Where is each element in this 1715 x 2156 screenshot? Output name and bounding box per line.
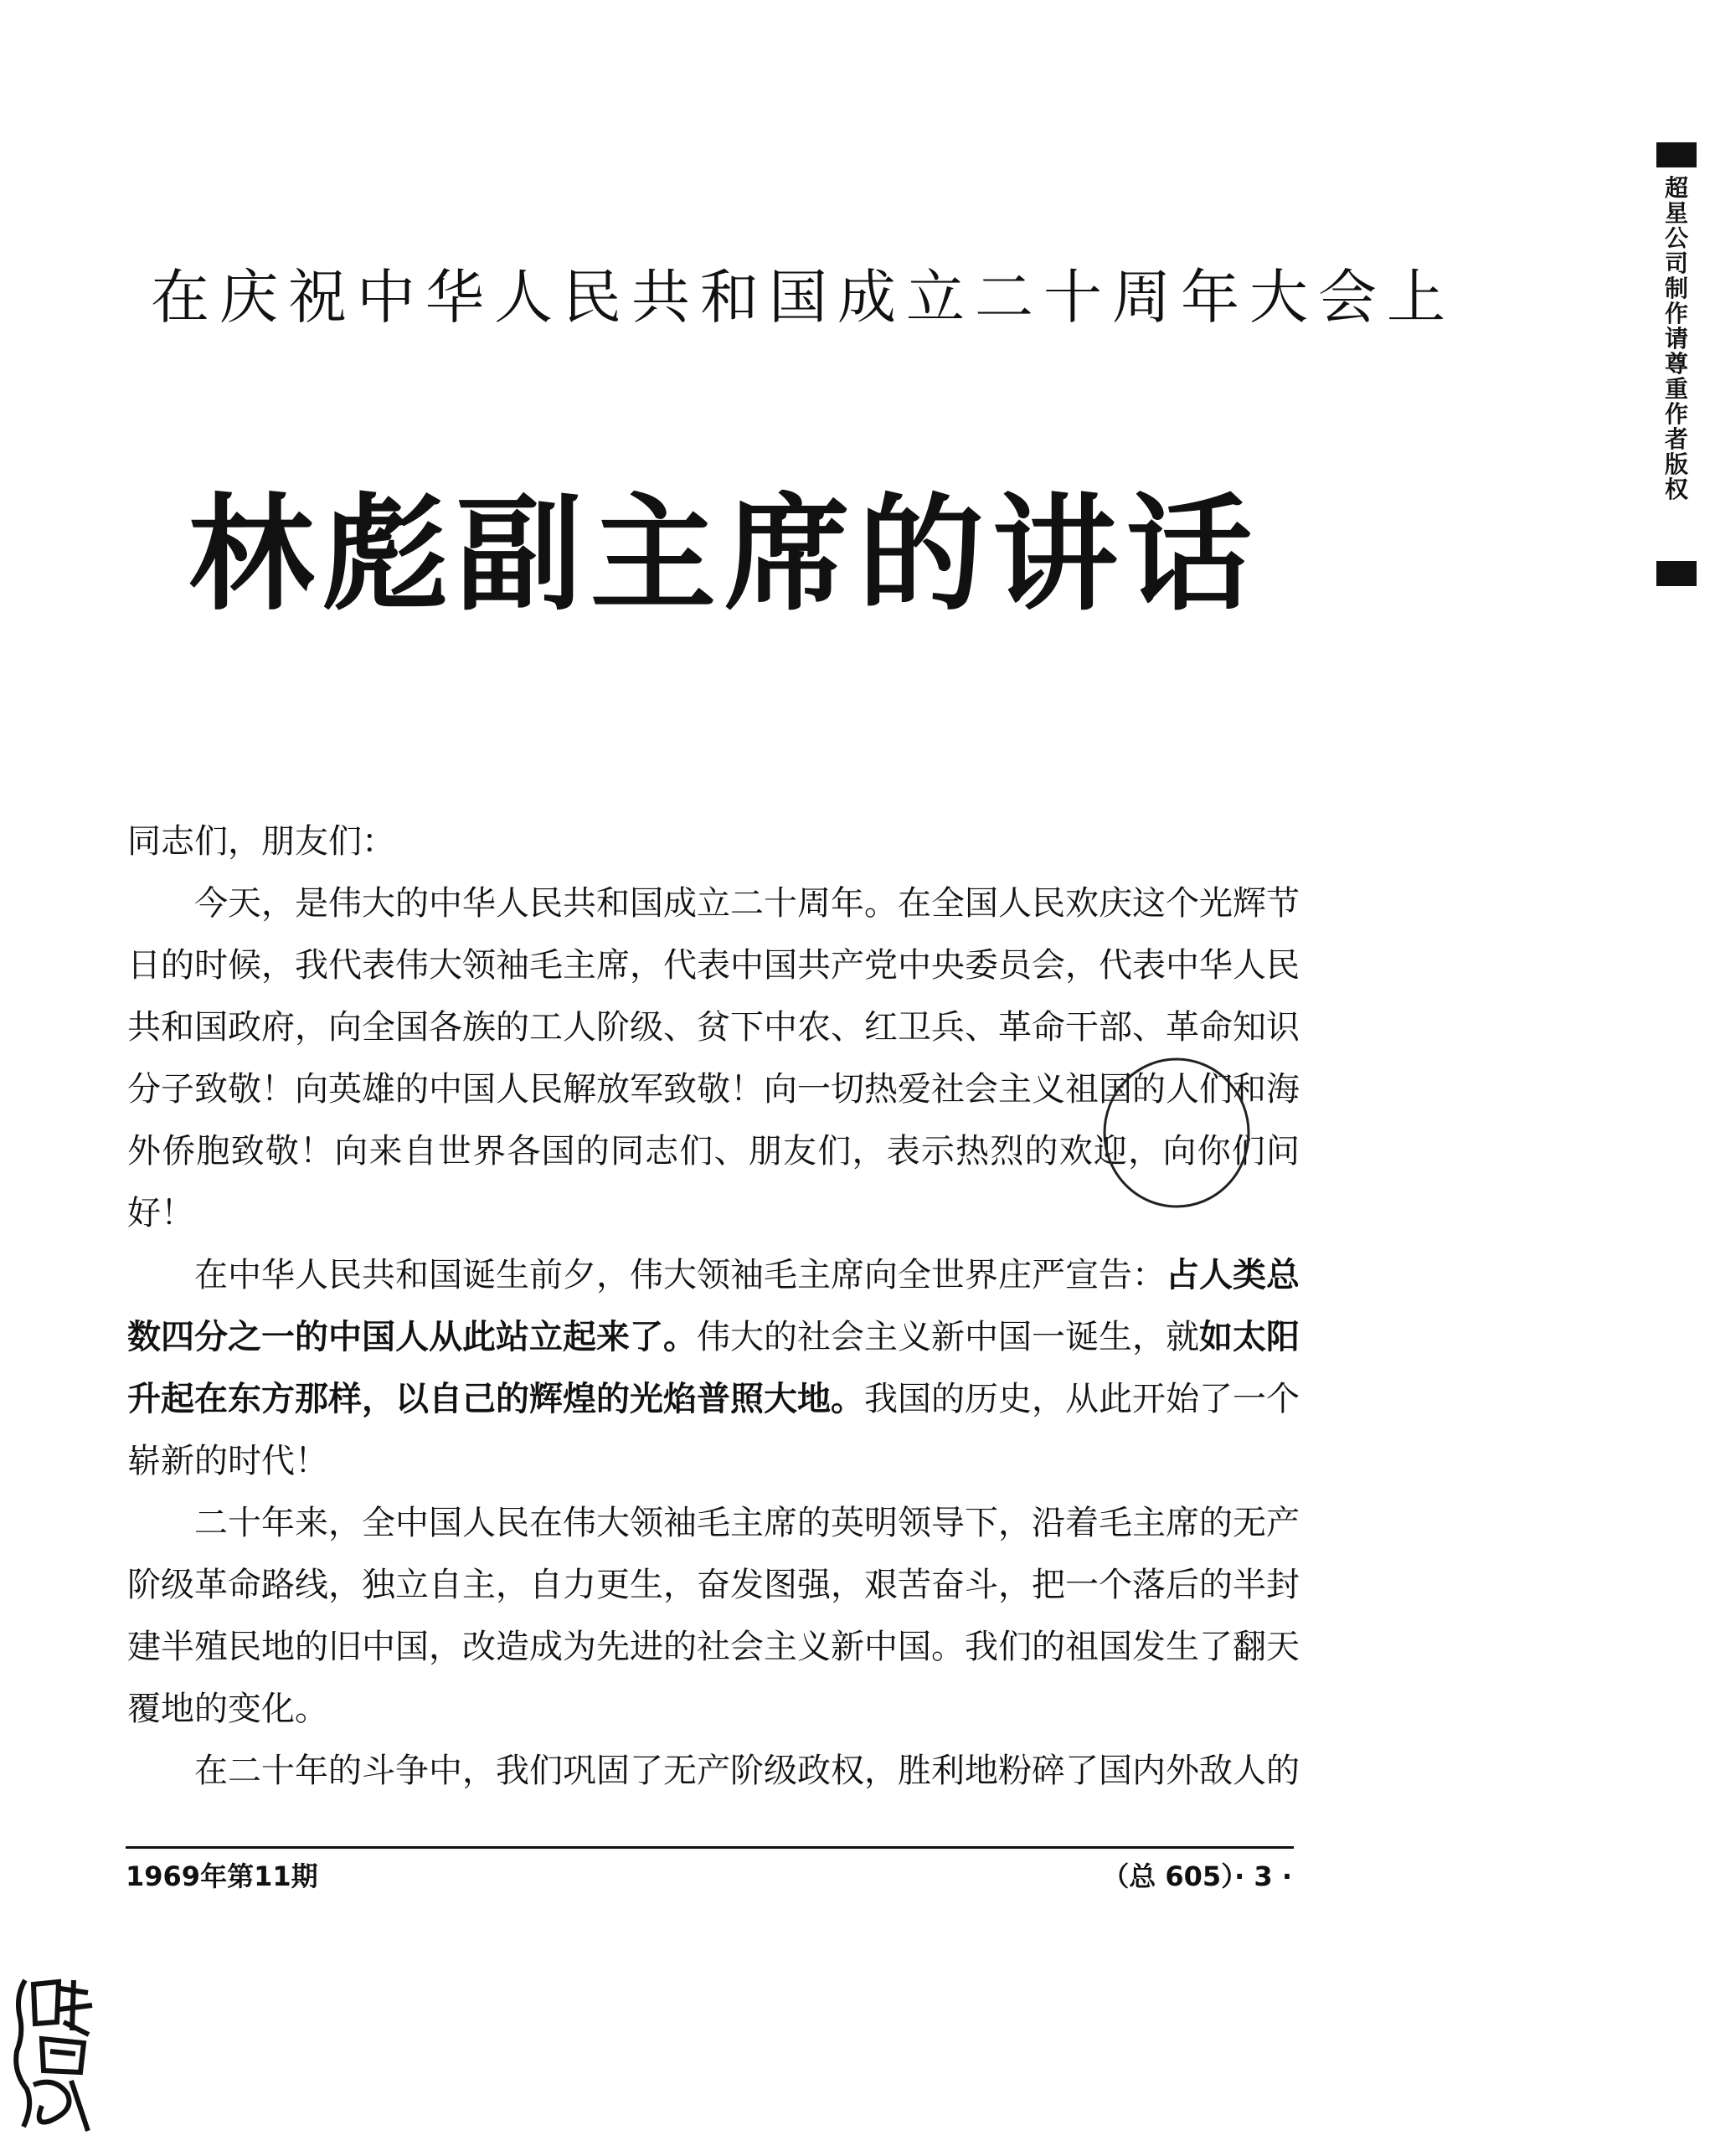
handwritten-circle-annotation	[1097, 1053, 1256, 1212]
salutation: 同志们，朋友们：	[127, 822, 395, 861]
side-tab-top-bar	[1656, 142, 1697, 167]
footer-rule	[126, 1846, 1294, 1849]
paragraph-1: 今天，是伟大的中华人民共和国成立二十周年。在全国人民欢庆这个光辉节日的时候，我代表伟大领袖毛主席，代表中国共产党中央委员会，代表中华人民共和国政府，向全国各族的工人阶级、贫下中农、红卫兵、革命干部、革命知识分子致敬！向英雄的中国人民解放军致敬！向一切热爱社会主义祖国的人们和海外侨胞致敬！向来自世界各国的同志们、朋友们，表示热烈的欢迎，向你们问好！	[127, 884, 1300, 1232]
issue-label: 1969年第11期	[126, 1860, 318, 1892]
paragraph-2-text-e: 我国的历史，从此开始了一个崭新的时代！	[127, 1380, 1300, 1480]
paragraph-2	[127, 1244, 1300, 1492]
paragraph-2-text-c: 伟大的社会主义新中国一诞生，就	[697, 1318, 1199, 1356]
copyright-side-tab	[1656, 142, 1697, 586]
side-tab-bottom-bar	[1656, 561, 1697, 586]
article-title: 林彪副主席的讲话	[188, 482, 1261, 628]
article-subtitle: 在庆祝中华人民共和国成立二十周年大会上	[151, 263, 1455, 332]
mao-quote-1: 占人类总数四分之一的中国人从此站立起来了。	[127, 1256, 1300, 1356]
copyright-notice: 超星公司制作 请尊重作者版权	[1664, 174, 1688, 503]
page-number: （总 605）· 3 ·	[1102, 1860, 1292, 1892]
paragraph-3: 二十年来，全中国人民在伟大领袖毛主席的英明领导下，沿着毛主席的无产阶级革命路线，独立自主，自力更生，奋发图强，艰苦奋斗，把一个落后的半封建半殖民地的旧中国，改造成为先进的社会主义新中国。我们的祖国发生了翻天覆地的变化。	[127, 1504, 1300, 1728]
mao-quote-2: 如太阳升起在东方那样，以自己的辉煌的光焰普照大地。	[127, 1318, 1300, 1418]
paragraph-2-text-a: 在中华人民共和国诞生前夕，伟大领袖毛主席向全世界庄严宣告：	[194, 1256, 1166, 1294]
article-body	[127, 810, 1300, 1802]
paragraph-4: 在二十年的斗争中，我们巩固了无产阶级政权，胜利地粉碎了国内外敌人的	[194, 1752, 1300, 1790]
seal-stamp-icon	[8, 1972, 100, 2139]
